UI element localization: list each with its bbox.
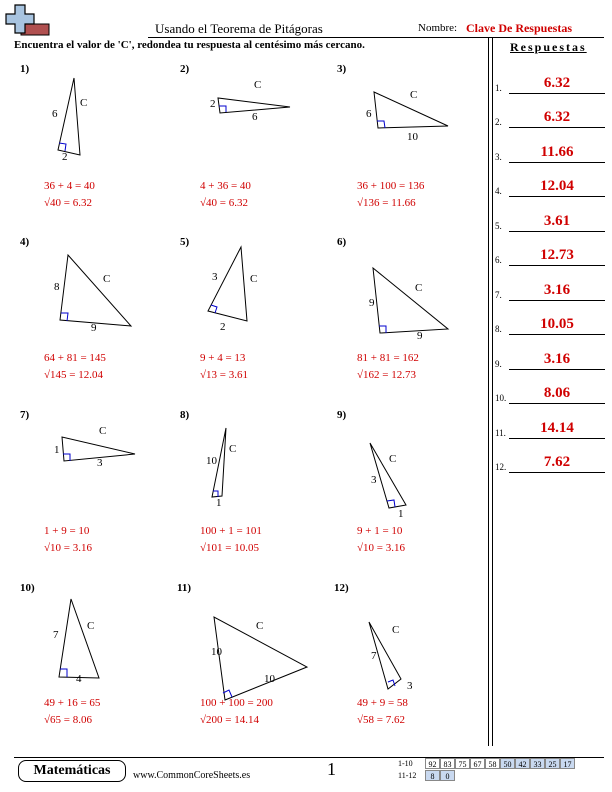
side-label-c: C xyxy=(415,282,423,294)
score-row-label: 11-12 xyxy=(398,771,417,780)
problem-number: 2) xyxy=(180,63,190,75)
score-cell: 25 xyxy=(545,758,560,769)
side-label-c: C xyxy=(254,79,262,91)
side-label-a: 7 xyxy=(371,650,377,662)
score-cell: 83 xyxy=(440,758,455,769)
solution-block xyxy=(357,178,424,212)
side-label-a: 7 xyxy=(53,629,59,641)
answer-line xyxy=(509,93,605,94)
score-cell: 0 xyxy=(440,770,455,781)
side-label-b: 3 xyxy=(407,680,413,692)
answer-number: 5. xyxy=(495,221,502,231)
problem-number: 12) xyxy=(334,582,349,594)
solution-sum: 100 + 100 = 200 xyxy=(200,697,273,709)
side-label-b: 9 xyxy=(91,322,97,334)
score-cell: 58 xyxy=(485,758,500,769)
side-label-c: C xyxy=(256,620,264,632)
answer-row xyxy=(495,246,605,266)
answer-value: 7.62 xyxy=(543,454,571,470)
solution-sum: 49 + 16 = 65 xyxy=(44,697,101,709)
score-cell: 50 xyxy=(500,758,515,769)
side-label-a: 3 xyxy=(371,474,377,486)
problem-number: 3) xyxy=(337,63,347,75)
solution-sum: 1 + 9 = 10 xyxy=(44,525,90,537)
answer-number: 8. xyxy=(495,324,502,334)
solution-root: √40 = 6.32 xyxy=(44,197,92,209)
answer-number: 12. xyxy=(495,462,507,472)
score-cell: 8 xyxy=(425,770,440,781)
answer-row xyxy=(495,74,605,94)
triangle-5 xyxy=(208,247,247,321)
problem-number: 8) xyxy=(180,409,190,421)
solution-block xyxy=(44,178,95,212)
answer-value: 11.66 xyxy=(540,144,574,160)
side-label-a: 10 xyxy=(211,646,222,658)
answer-value: 3.16 xyxy=(543,351,571,367)
solution-root: √40 = 6.32 xyxy=(200,197,248,209)
name-value: Clave De Respuestas xyxy=(466,21,572,35)
side-label-c: C xyxy=(80,97,88,109)
answer-row xyxy=(495,212,605,232)
side-label-b: 2 xyxy=(220,321,226,333)
solution-sum: 36 + 4 = 40 xyxy=(44,180,95,192)
answer-line xyxy=(509,231,605,232)
side-label-b: 9 xyxy=(417,330,423,342)
answer-number: 1. xyxy=(495,83,502,93)
answers-title: Respuestas xyxy=(510,40,587,54)
side-label-a: 3 xyxy=(212,271,218,283)
solution-root: √10 = 3.16 xyxy=(357,542,405,554)
score-cell: 33 xyxy=(530,758,545,769)
answer-number: 11. xyxy=(495,428,506,438)
solution-block xyxy=(200,523,262,557)
triangle-10 xyxy=(59,599,99,678)
answer-row xyxy=(495,419,605,439)
answer-column-divider xyxy=(492,38,493,746)
solution-root: √136 = 11.66 xyxy=(357,197,416,209)
answer-line xyxy=(509,472,605,473)
solution-block xyxy=(44,350,106,384)
score-row-label: 1-10 xyxy=(398,759,413,768)
answer-row xyxy=(495,108,605,128)
answer-line xyxy=(509,127,605,128)
answer-row xyxy=(495,177,605,197)
subject-badge: Matemáticas xyxy=(18,760,126,782)
answer-number: 7. xyxy=(495,290,502,300)
answer-value: 3.16 xyxy=(543,282,571,298)
answer-row xyxy=(495,350,605,370)
answer-line xyxy=(509,438,605,439)
solution-block xyxy=(357,695,408,729)
solution-block xyxy=(357,350,419,384)
answer-row xyxy=(495,315,605,335)
side-label-b: 1 xyxy=(216,497,222,509)
side-label-b: 4 xyxy=(76,673,82,685)
right-angle-mark xyxy=(59,143,66,151)
answer-row xyxy=(495,384,605,404)
solution-sum: 81 + 81 = 162 xyxy=(357,352,419,364)
side-label-b: 1 xyxy=(398,508,404,520)
answer-line xyxy=(509,369,605,370)
solution-block xyxy=(200,695,273,729)
score-cell: 75 xyxy=(455,758,470,769)
solution-sum: 100 + 1 = 101 xyxy=(200,525,262,537)
name-label: Nombre: xyxy=(418,22,458,34)
problem-number: 5) xyxy=(180,236,190,248)
solution-sum: 4 + 36 = 40 xyxy=(200,180,251,192)
answer-number: 10. xyxy=(495,393,507,403)
side-label-b: 10 xyxy=(407,131,418,143)
answer-line xyxy=(509,196,605,197)
side-label-a: 6 xyxy=(366,108,372,120)
answer-number: 4. xyxy=(495,186,502,196)
score-table xyxy=(425,758,605,782)
solution-block xyxy=(200,178,251,212)
side-label-c: C xyxy=(250,273,258,285)
answer-row xyxy=(495,143,605,163)
answer-value: 3.61 xyxy=(543,213,571,229)
answer-value: 6.32 xyxy=(543,75,571,91)
side-label-c: C xyxy=(410,89,418,101)
answer-line xyxy=(509,334,605,335)
answer-value: 14.14 xyxy=(540,420,574,436)
solution-sum: 36 + 100 = 136 xyxy=(357,180,425,192)
solution-root: √145 = 12.04 xyxy=(44,369,103,381)
problem-number: 1) xyxy=(20,63,30,75)
score-cell: 42 xyxy=(515,758,530,769)
solution-root: √101 = 10.05 xyxy=(200,542,259,554)
solution-root: √65 = 8.06 xyxy=(44,714,92,726)
solution-root: √58 = 7.62 xyxy=(357,714,405,726)
side-label-a: 10 xyxy=(206,455,217,467)
problem-number: 7) xyxy=(20,409,30,421)
answer-value: 8.06 xyxy=(543,385,571,401)
right-angle-mark xyxy=(388,680,395,686)
instructions: Encuentra el valor de 'C', redondea tu respuesta al centésimo más cercano. xyxy=(14,39,365,51)
answer-number: 3. xyxy=(495,152,502,162)
solution-block xyxy=(357,523,405,557)
side-label-c: C xyxy=(87,620,95,632)
answer-value: 12.73 xyxy=(540,247,574,263)
answer-row xyxy=(495,453,605,473)
side-label-a: 6 xyxy=(52,108,58,120)
problem-number: 6) xyxy=(337,236,347,248)
site-url[interactable]: www.CommonCoreSheets.es xyxy=(133,770,251,781)
solution-root: √200 = 14.14 xyxy=(200,714,259,726)
solution-root: √10 = 3.16 xyxy=(44,542,92,554)
side-label-c: C xyxy=(229,443,237,455)
answer-value: 6.32 xyxy=(543,109,571,125)
solution-sum: 9 + 4 = 13 xyxy=(200,352,246,364)
score-cell: 67 xyxy=(470,758,485,769)
side-label-c: C xyxy=(389,453,397,465)
answer-value: 10.05 xyxy=(540,316,574,332)
solution-root: √13 = 3.61 xyxy=(200,369,248,381)
answer-line xyxy=(509,162,605,163)
score-cell: 92 xyxy=(425,758,440,769)
answer-row xyxy=(495,281,605,301)
answer-line xyxy=(509,403,605,404)
side-label-a: 9 xyxy=(369,297,375,309)
solution-sum: 64 + 81 = 145 xyxy=(44,352,106,364)
problem-number: 4) xyxy=(20,236,30,248)
right-angle-mark xyxy=(60,669,67,677)
side-label-c: C xyxy=(392,624,400,636)
side-label-b: 3 xyxy=(97,457,103,469)
worksheet-title: Usando el Teorema de Pitágoras xyxy=(155,21,323,36)
answer-line xyxy=(509,300,605,301)
side-label-a: 2 xyxy=(210,98,216,110)
answer-value: 12.04 xyxy=(540,178,574,194)
score-cell: 17 xyxy=(560,758,575,769)
problem-number: 9) xyxy=(337,409,347,421)
page-number: 1 xyxy=(327,759,336,779)
side-label-b: 6 xyxy=(252,111,258,123)
solution-block xyxy=(200,350,248,384)
answer-number: 9. xyxy=(495,359,502,369)
side-label-b: 10 xyxy=(264,673,275,685)
side-label-a: 8 xyxy=(54,281,60,293)
solution-sum: 49 + 9 = 58 xyxy=(357,697,408,709)
solution-root: √162 = 12.73 xyxy=(357,369,416,381)
problem-number: 11) xyxy=(177,582,192,594)
solution-block xyxy=(44,523,92,557)
answer-line xyxy=(509,265,605,266)
answer-number: 2. xyxy=(495,117,502,127)
triangle-4 xyxy=(60,255,131,326)
problem-number: 10) xyxy=(20,582,35,594)
solution-sum: 9 + 1 = 10 xyxy=(357,525,403,537)
solution-block xyxy=(44,695,100,729)
side-label-c: C xyxy=(103,273,111,285)
side-label-a: 1 xyxy=(54,444,60,456)
side-label-c: C xyxy=(99,425,107,437)
triangle-6 xyxy=(373,268,448,333)
side-label-b: 2 xyxy=(62,151,68,163)
answer-number: 6. xyxy=(495,255,502,265)
